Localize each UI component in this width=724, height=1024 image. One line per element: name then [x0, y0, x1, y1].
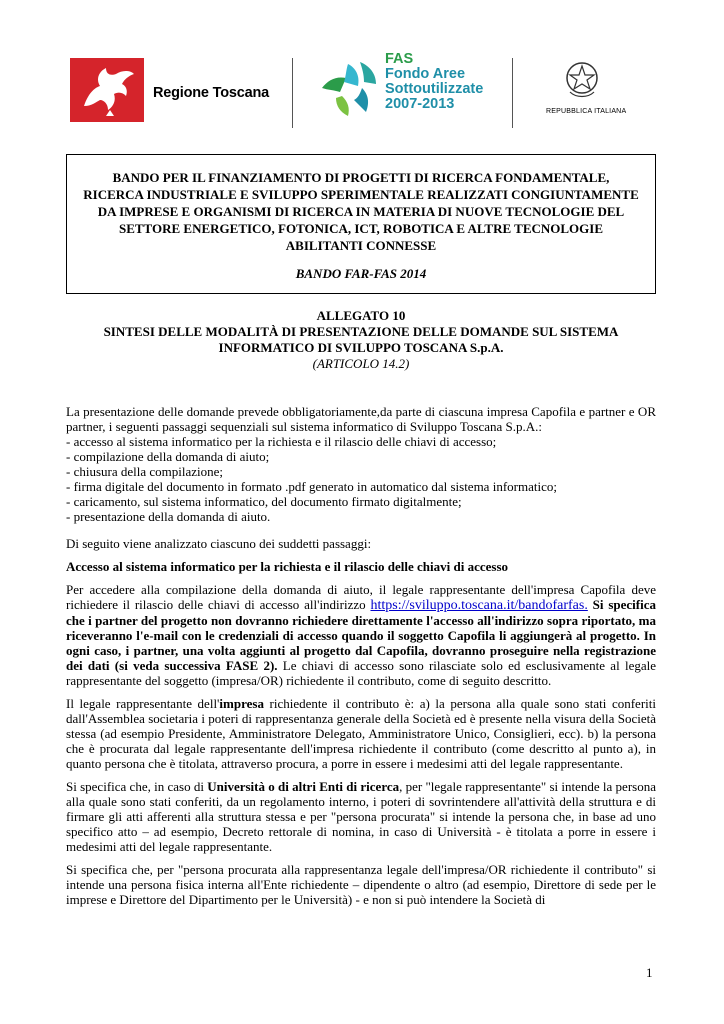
allegato-number: ALLEGATO 10: [316, 308, 406, 323]
step-item: - firma digitale del documento in formato .pdf generato in automatico dal sistema informatico;: [66, 479, 557, 494]
regione-toscana-pegasus-logo: [70, 58, 144, 122]
step-item: - chiusura della compilazione;: [66, 464, 224, 479]
impresa-text-end: richiedente il contributo è: a) la persona alla quale sono stati conferiti dall'Assemblea societaria i poteri di rappresentanza generale della Società ed è presente nella visura della Società stessa (ad esempio Presidente, Amministratore Delegato, Amministratore Unico, Consiglieri, ecc). b) la persona che è procurata dal legale rappresentante dell'impresa richiedente il contributo (come descritto al punto a), in quanto persona che è titolata, attraverso procura, a porre in essere i medesimi atti del legale rappresentante.: [66, 696, 656, 771]
section-heading: Accesso al sistema informatico per la richiesta e il rilascio delle chiavi di accesso: [66, 559, 509, 574]
document-body: [66, 404, 656, 907]
header-divider: [512, 58, 513, 128]
step-item: - presentazione della domanda di aiuto.: [66, 509, 271, 524]
analysis-intro: Di seguito viene analizzato ciascuno dei suddetti passaggi:: [66, 536, 372, 551]
universita-bold: Università o di altri Enti di ricerca: [207, 779, 400, 794]
repubblica-italiana-name: REPUBBLICA ITALIANA: [546, 108, 627, 115]
intro-paragraph: La presentazione delle domande prevede obbligatoriamente,da parte di ciascuna impresa Capofila e partner e OR partner, i seguenti passaggi sequenziali sul sistema informatico di Sviluppo Toscana S.p.A.:: [66, 404, 656, 434]
fas-logo-icon: [318, 58, 380, 120]
fas-line-3: Sottoutilizzate: [385, 81, 484, 97]
universita-text-end: , per "legale rappresentante" si intende la persona alla quale sono stati conferiti, da un regolamento interno, i poteri di sovrintendere all'attività della struttura e di firmare gli atti afferenti alla struttura stessa e per "persona procurata" si intende la persona che, in base ad uno specifico atto – ad esempio, Decreto rettorale di nomina, in caso di Università - è titolata a porre in essere i medesimi atti del legale rappresentante.: [66, 779, 656, 854]
universita-paragraph: [66, 779, 656, 854]
impresa-text: Il legale rappresentante dell': [66, 696, 220, 711]
access-text: Per accedere alla compilazione della domanda di aiuto, il legale rappresentante dell'impresa Capofila deve richiedere il rilascio delle chiavi di accesso all'indirizzo: [66, 582, 656, 612]
bando-title: BANDO PER IL FINANZIAMENTO DI PROGETTI DI RICERCA FONDAMENTALE, RICERCA INDUSTRIALE E SVILUPPO SPERIMENTALE REALIZZATI CONGIUNTAMENTE DA IMPRESE E ORGANISMI DI RICERCA IN MATERIA DI NUOVE TECNOLOGIE DEL SETTORE ENERGETICO, FOTONICA, ICT, ROBOTICA E ALTRE TECNOLOGIE ABILITANTI CONNESSE: [83, 170, 639, 253]
impresa-paragraph: [66, 696, 656, 771]
step-item: - compilazione della domanda di aiuto;: [66, 449, 270, 464]
allegato-heading: [66, 308, 656, 372]
fas-line-1: FAS: [385, 51, 414, 67]
partner-note: Si specifica che i partner del progetto non dovranno richiedere direttamente l'accesso all'indirizzo sopra riportato, ma riceveranno l'e-mail con le credenziali di accesso quando il soggetto Capofila li aggiungerà al progetto. In ogni caso, i partner, una volta aggiunti al progetto dal Capofila, dovranno proseguire nella registrazione dei dati (si veda successiva FASE 2).: [66, 597, 656, 673]
step-item: - caricamento, sul sistema informatico, del documento firmato digitalmente;: [66, 494, 462, 509]
page-header: [0, 0, 724, 140]
bandofarfas-link[interactable]: https://sviluppo.toscana.it/bandofarfas.: [370, 598, 588, 613]
access-paragraph: [66, 582, 656, 688]
allegato-article: (ARTICOLO 14.2): [312, 356, 410, 371]
step-item: - accesso al sistema informatico per la richiesta e il rilascio delle chiavi di accesso;: [66, 434, 497, 449]
bando-subtitle: BANDO FAR-FAS 2014: [295, 266, 427, 281]
universita-text: Si specifica che, in caso di: [66, 779, 208, 794]
procurata-paragraph: Si specifica che, per "persona procurata alla rappresentanza legale dell'impresa/OR richiedente il contributo" si intende una persona fisica interna all'Ente richiedente – dipendente o altro (ad esempio, Direttore di sede per le imprese e Direttore del Dipartimento per le Università) - e non si può intendere la Società di: [66, 862, 656, 907]
page-number: 1: [646, 965, 653, 980]
fas-line-4: 2007-2013: [385, 96, 455, 112]
italian-republic-emblem-icon: [564, 60, 600, 100]
fas-line-2: Fondo Aree: [385, 66, 466, 82]
allegato-title: SINTESI DELLE MODALITÀ DI PRESENTAZIONE DELLE DOMANDE SUL SISTEMA INFORMATICO DI SVILUPPO TOSCANA S.p.A.: [103, 324, 619, 355]
header-divider: [292, 58, 293, 128]
regione-toscana-name: Regione Toscana: [153, 85, 269, 101]
impresa-bold: impresa: [219, 696, 264, 711]
fas-logo-text: [385, 52, 483, 112]
access-text-end: Le chiavi di accesso sono rilasciate solo ed esclusivamente al legale rappresentante del soggetto (impresa/OR) richiedente il contributo, come di seguito descritto.: [66, 658, 656, 688]
title-box: [66, 154, 656, 294]
